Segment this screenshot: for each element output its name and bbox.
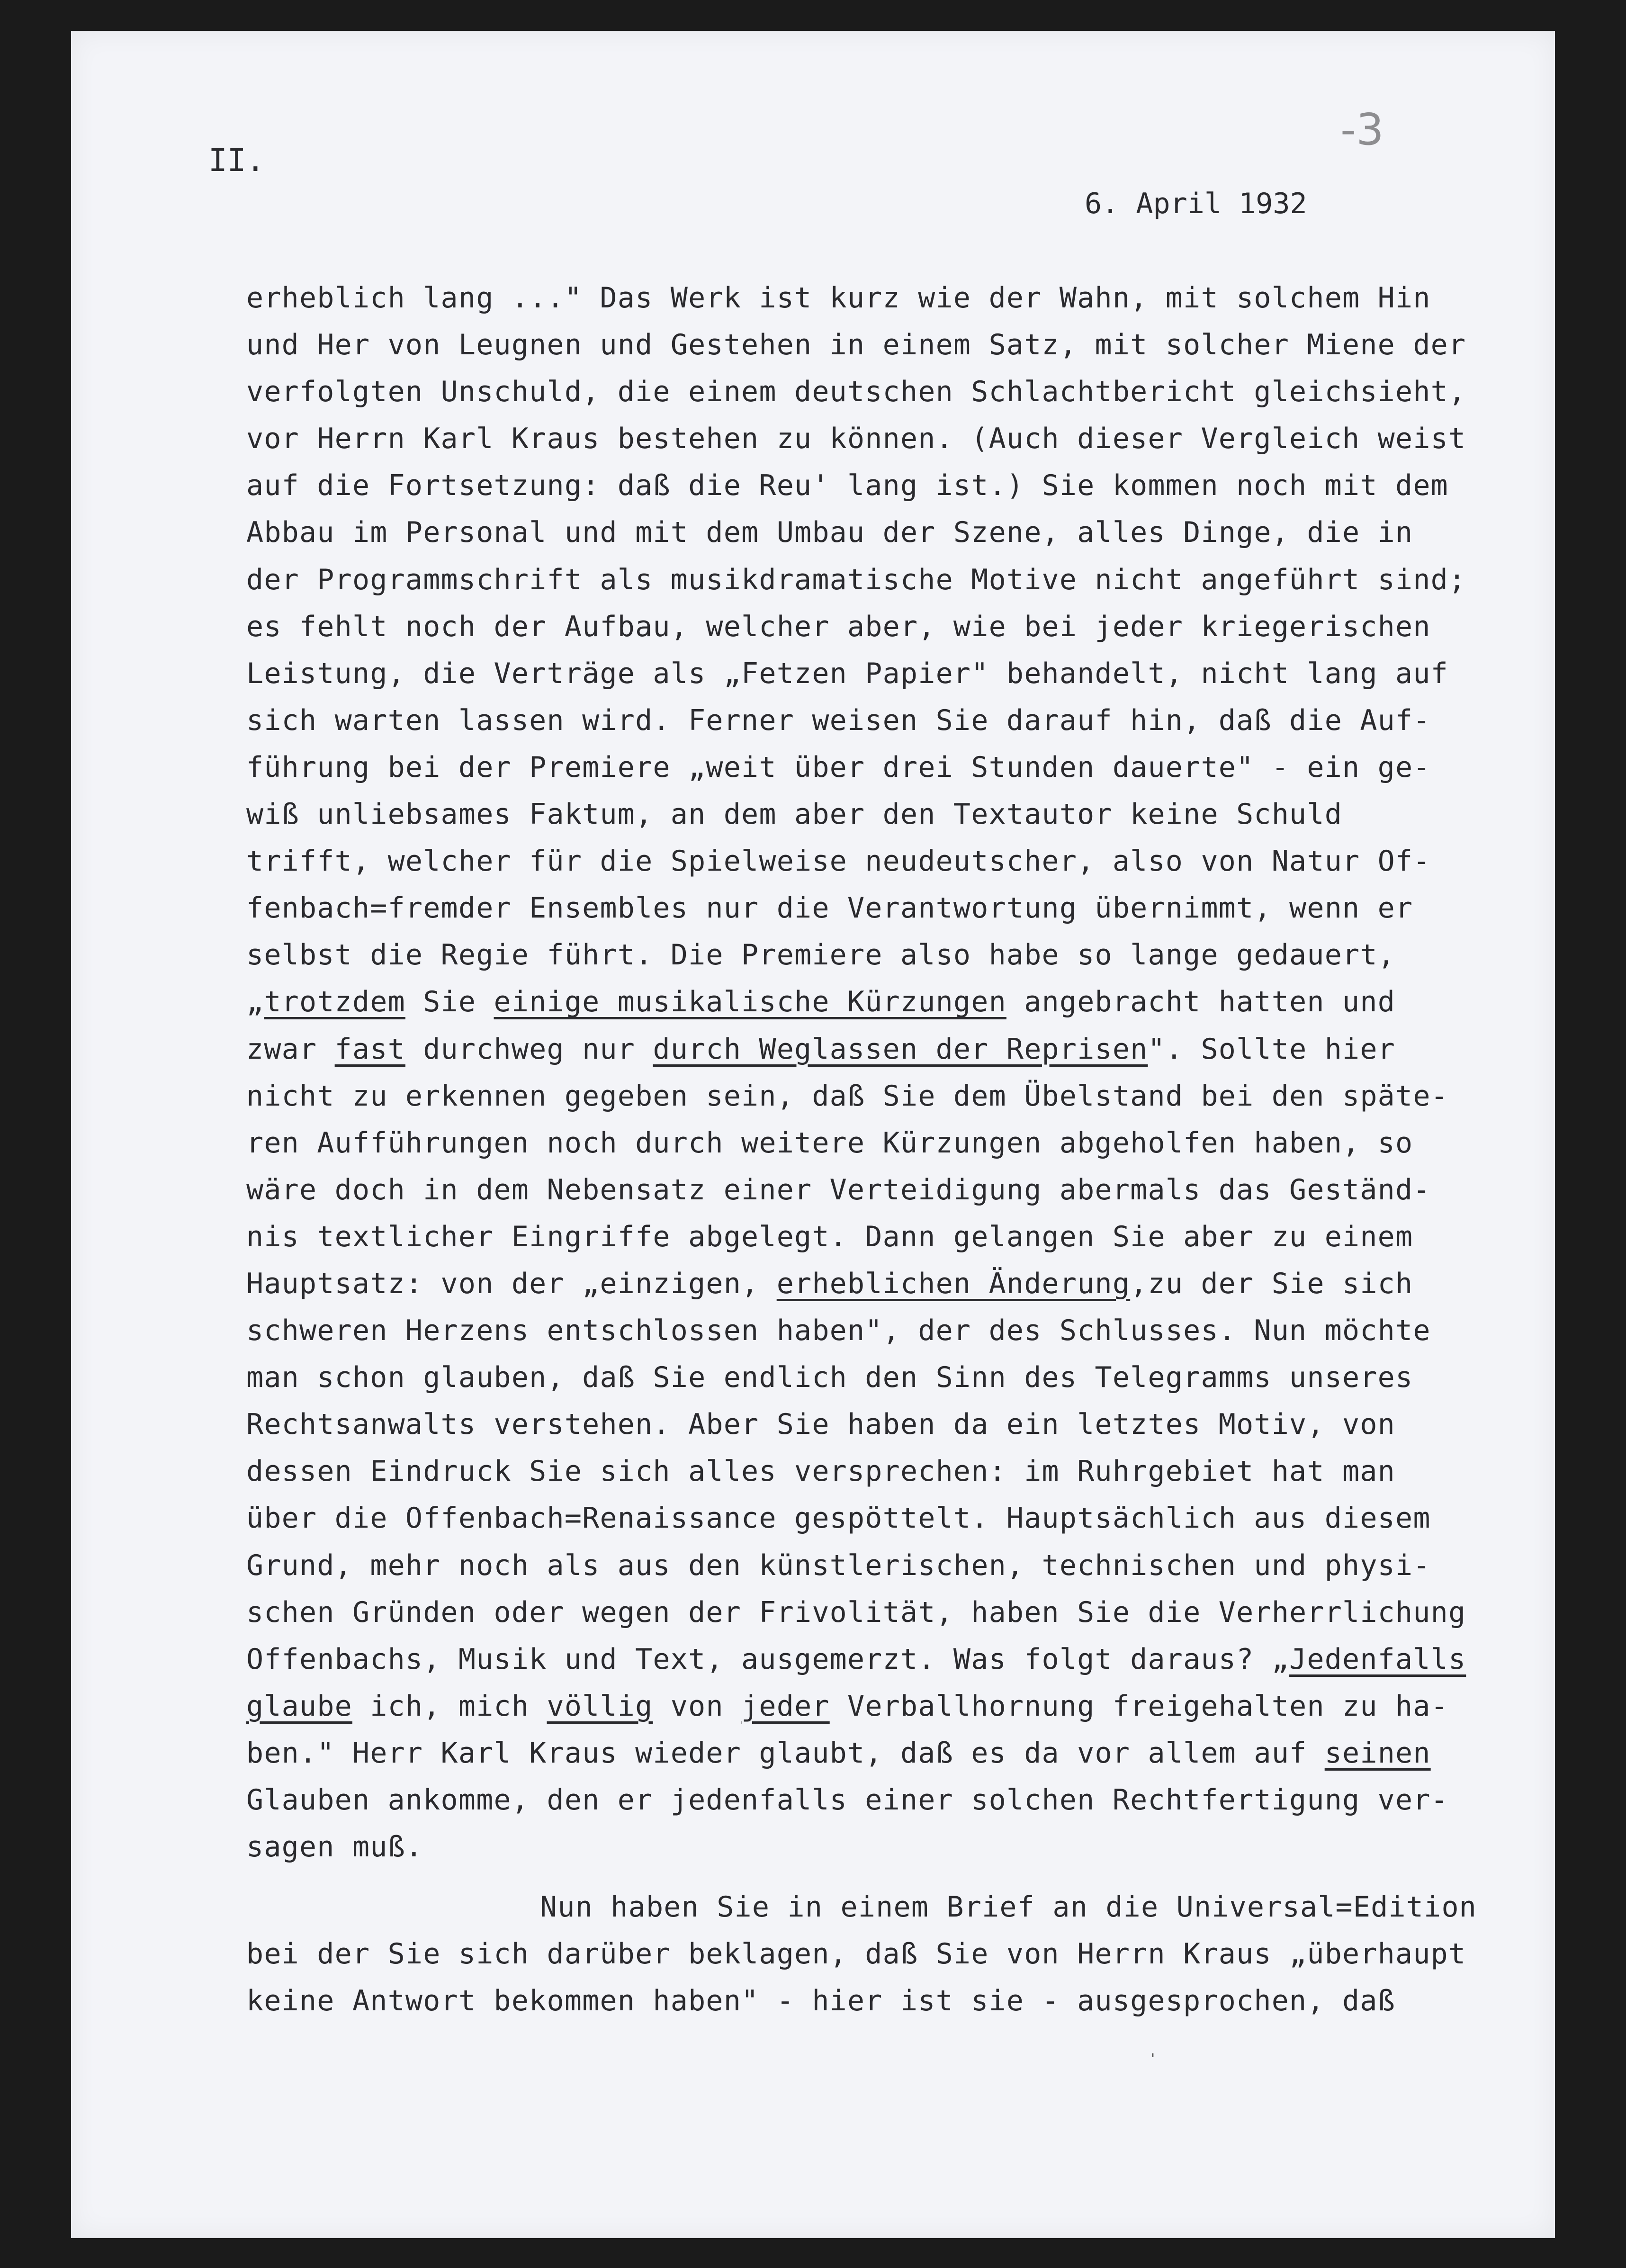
text-line [246, 1730, 1577, 1777]
text-line [246, 1401, 1577, 1448]
pencil-page-mark: -3 [1340, 104, 1384, 155]
footer-mark: ' [1149, 2051, 1158, 2068]
text-line [246, 1120, 1577, 1167]
text-line [246, 979, 1577, 1026]
text-line [246, 557, 1577, 603]
text-run: Leistung, die Verträge als „Fetzen Papier" behandelt, nicht lang auf [246, 657, 1448, 690]
text-line [246, 275, 1577, 322]
underlined-phrase: Jedenfalls [1289, 1642, 1466, 1676]
text-run: fenbach=fremder Ensembles nur die Verantwortung übernimmt, wenn er [246, 891, 1413, 925]
text-line [246, 1824, 1577, 1871]
text-run: dessen Eindruck Sie sich alles versprechen: im Ruhrgebiet hat man [246, 1455, 1395, 1488]
text-run: nis textlicher Eingriffe abgelegt. Dann gelangen Sie aber zu einem [246, 1220, 1413, 1253]
text-run: von [653, 1689, 742, 1723]
text-line [246, 1354, 1577, 1401]
letter-date: 6. April 1932 [1085, 187, 1307, 220]
text-line [246, 322, 1577, 369]
text-run: der Programmschrift als musikdramatische Motive nicht angeführt sind; [246, 563, 1466, 596]
text-line [246, 1683, 1577, 1730]
text-line [246, 1931, 1577, 1978]
text-run: selbst die Regie führt. Die Premiere also habe so lange gedauert, [246, 938, 1395, 972]
text-run: durchweg nur [405, 1032, 653, 1066]
text-run: ren Aufführungen noch durch weitere Kürzungen abgeholfen haben, so [246, 1126, 1413, 1160]
text-run: verfolgten Unschuld, die einem deutschen Schlachtbericht gleichsieht, [246, 375, 1466, 409]
text-run: zwar [246, 1032, 335, 1066]
section-number: II. [208, 142, 265, 179]
text-run: man schon glauben, daß Sie endlich den Sinn des Telegramms unseres [246, 1361, 1413, 1395]
underlined-phrase: jeder [741, 1689, 830, 1723]
text-run: Offenbachs, Musik und Text, ausgemerzt. Was folgt daraus? „ [246, 1642, 1290, 1676]
text-line [246, 1167, 1577, 1214]
text-line [246, 1448, 1577, 1495]
text-run: Glauben ankomme, den er jedenfalls einer solchen Rechtfertigung ver- [246, 1783, 1448, 1817]
text-run: trifft, welcher für die Spielweise neudeutscher, also von Natur Of- [246, 845, 1431, 878]
text-run: Hauptsatz: von der „einzigen, [246, 1267, 777, 1300]
underlined-phrase: fast [334, 1032, 405, 1066]
text-line [246, 791, 1577, 838]
text-run: „ [246, 985, 264, 1019]
typed-body-text [246, 275, 1577, 2025]
text-line [246, 369, 1577, 415]
text-run: und Her von Leugnen und Gestehen in einem Satz, mit solcher Miene der [246, 328, 1466, 362]
text-line [246, 1978, 1577, 2025]
text-line [246, 1214, 1577, 1260]
text-run: keine Antwort bekommen haben" - hier ist sie - ausgesprochen, daß [246, 1984, 1395, 2018]
text-line [246, 697, 1577, 744]
text-run: sagen muß. [246, 1830, 423, 1864]
text-run: führung bei der Premiere „weit über drei Stunden dauerte" - ein ge- [246, 750, 1431, 784]
text-line [246, 1073, 1577, 1120]
text-line [246, 1260, 1577, 1307]
text-run: es fehlt noch der Aufbau, welcher aber, wie bei jeder kriegerischen [246, 610, 1431, 643]
text-run: auf die Fortsetzung: daß die Reu' lang ist.) Sie kommen noch mit dem [246, 469, 1448, 503]
text-run: nicht zu erkennen gegeben sein, daß Sie dem Übelstand bei den späte- [246, 1079, 1448, 1113]
text-run: Grund, mehr noch als aus den künstlerischen, technischen und physi- [246, 1548, 1431, 1582]
text-line [246, 1307, 1577, 1354]
text-run: Abbau im Personal und mit dem Umbau der Szene, alles Dinge, die in [246, 516, 1413, 549]
text-run: ,zu der Sie sich [1130, 1267, 1413, 1300]
underlined-phrase: erheblichen Änderung [776, 1267, 1131, 1300]
text-run: schweren Herzens entschlossen haben", der des Schlusses. Nun möchte [246, 1314, 1431, 1348]
text-line [246, 932, 1577, 979]
text-run: ich, mich [352, 1689, 547, 1723]
text-line [246, 415, 1577, 462]
text-run: schen Gründen oder wegen der Frivolität, haben Sie die Verherrlichung [246, 1595, 1466, 1629]
text-line [246, 1777, 1577, 1824]
text-run: über die Offenbach=Renaissance gespöttelt. Hauptsächlich aus diesem [246, 1502, 1431, 1535]
text-run: Verballhornung freigehalten zu ha- [829, 1689, 1449, 1723]
underlined-phrase: seinen [1324, 1736, 1431, 1770]
text-run: wäre doch in dem Nebensatz einer Verteidigung abermals das Geständ- [246, 1173, 1431, 1206]
text-line [246, 1542, 1577, 1589]
text-line [246, 1026, 1577, 1073]
text-line [246, 1636, 1577, 1683]
text-run: bei der Sie sich darüber beklagen, daß Sie von Herrn Kraus „überhaupt [246, 1937, 1466, 1971]
text-line [246, 509, 1577, 556]
underlined-phrase: durch Weglassen der Reprisen [653, 1032, 1148, 1066]
text-run: vor Herrn Karl Kraus bestehen zu können. (Auch dieser Vergleich weist [246, 422, 1466, 456]
text-line [246, 603, 1577, 650]
text-line [246, 1589, 1577, 1636]
underlined-phrase: völlig [547, 1689, 653, 1723]
text-run: angebracht hatten und [1006, 985, 1396, 1019]
text-run: sich warten lassen wird. Ferner weisen Sie darauf hin, daß die Auf- [246, 703, 1431, 737]
text-run: erheblich lang ..." Das Werk ist kurz wie der Wahn, mit solchem Hin [246, 281, 1431, 315]
text-line [246, 744, 1577, 791]
text-line [246, 838, 1577, 885]
text-run: Nun haben Sie in einem Brief an die Universal=Edition [540, 1890, 1477, 1924]
text-line [246, 1495, 1577, 1542]
text-line [246, 462, 1577, 509]
text-line [246, 885, 1577, 932]
text-line [246, 650, 1577, 697]
text-run: Rechtsanwalts verstehen. Aber Sie haben da ein letztes Motiv, von [246, 1408, 1395, 1441]
text-run: ben." Herr Karl Kraus wieder glaubt, daß es da vor allem auf [246, 1736, 1325, 1770]
underlined-phrase: einige musikalische Kürzungen [494, 985, 1006, 1019]
underlined-phrase: trotzdem [264, 985, 405, 1019]
text-run: wiß unliebsames Faktum, an dem aber den Textautor keine Schuld [246, 798, 1343, 831]
underlined-phrase: glaube [246, 1689, 352, 1723]
text-run: ". Sollte hier [1148, 1032, 1396, 1066]
text-line [246, 1884, 1577, 1931]
text-run: Sie [405, 985, 494, 1019]
